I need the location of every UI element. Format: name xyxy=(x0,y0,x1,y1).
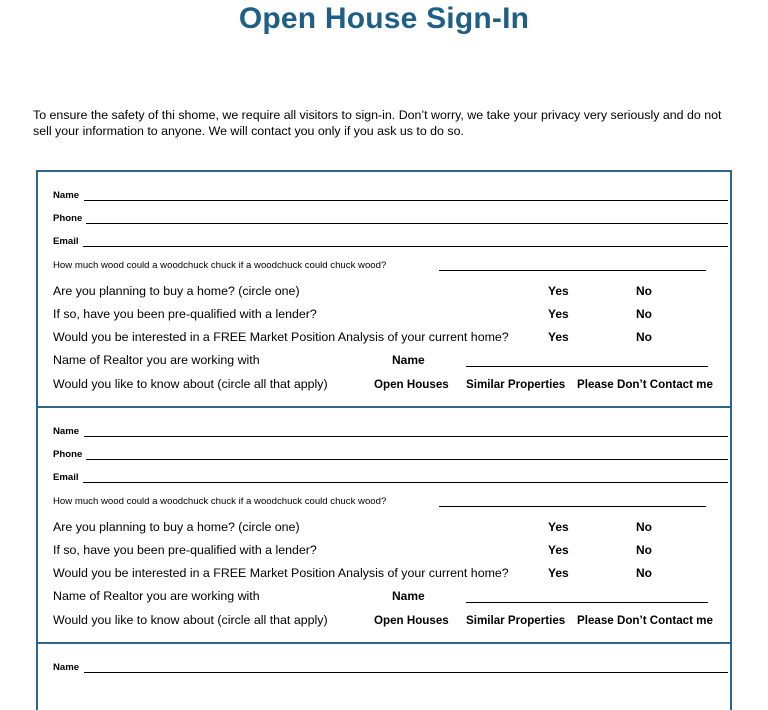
market-question: Would you be interested in a FREE Market Position Analysis of your current home? xyxy=(53,566,509,580)
prequalified-yes[interactable]: Yes xyxy=(548,307,569,321)
market-yes[interactable]: Yes xyxy=(548,566,569,580)
prequalified-question: If so, have you been pre-qualified with a lender? xyxy=(53,543,317,557)
option-dont-contact[interactable]: Please Don’t Contact me xyxy=(577,378,713,391)
name-label: Name xyxy=(53,662,80,673)
visitor-entry-2 xyxy=(38,408,730,644)
planning-question: Are you planning to buy a home? (circle one) xyxy=(53,284,300,298)
realtor-name-line[interactable] xyxy=(466,366,708,367)
page-title: Open House Sign-In xyxy=(238,2,530,35)
prequalified-no[interactable]: No xyxy=(636,543,652,557)
name-line[interactable] xyxy=(84,200,728,201)
sign-in-form xyxy=(36,170,732,710)
know-about-question: Would you like to know about (circle all that apply) xyxy=(53,377,328,391)
prequalified-question: If so, have you been pre-qualified with a lender? xyxy=(53,307,317,321)
planning-yes[interactable]: Yes xyxy=(548,284,569,298)
name-label: Name xyxy=(53,426,80,437)
planning-question: Are you planning to buy a home? (circle one) xyxy=(53,520,300,534)
phone-label: Phone xyxy=(53,449,83,460)
realtor-question: Name of Realtor you are working with xyxy=(53,353,260,367)
option-similar-properties[interactable]: Similar Properties xyxy=(466,378,566,391)
planning-no[interactable]: No xyxy=(636,284,652,298)
market-yes[interactable]: Yes xyxy=(548,330,569,344)
wood-question: How much wood could a woodchuck chuck if a woodchuck could chuck wood? xyxy=(53,260,387,271)
market-question: Would you be interested in a FREE Market Position Analysis of your current home? xyxy=(53,330,509,344)
email-line[interactable] xyxy=(83,246,728,247)
visitor-entry-3 xyxy=(38,644,730,704)
realtor-name-label: Name xyxy=(392,353,425,367)
realtor-question: Name of Realtor you are working with xyxy=(53,589,260,603)
market-no[interactable]: No xyxy=(636,566,652,580)
prequalified-no[interactable]: No xyxy=(636,307,652,321)
prequalified-yes[interactable]: Yes xyxy=(548,543,569,557)
name-line[interactable] xyxy=(84,672,728,673)
planning-no[interactable]: No xyxy=(636,520,652,534)
email-line[interactable] xyxy=(83,482,728,483)
realtor-name-label: Name xyxy=(392,589,425,603)
visitor-entry-1 xyxy=(38,172,730,408)
intro-paragraph: To ensure the safety of thi shome, we require all visitors to sign-in. Don’t worry, we take your privacy very seriously and do not sell your information to anyone. We will contact you only if you ask us to do so. xyxy=(33,108,722,138)
wood-question: How much wood could a woodchuck chuck if a woodchuck could chuck wood? xyxy=(53,496,387,507)
name-line[interactable] xyxy=(84,436,728,437)
email-label: Email xyxy=(53,472,79,483)
know-about-question: Would you like to know about (circle all that apply) xyxy=(53,613,328,627)
option-similar-properties[interactable]: Similar Properties xyxy=(466,614,566,627)
wood-answer-line[interactable] xyxy=(439,270,706,271)
planning-yes[interactable]: Yes xyxy=(548,520,569,534)
name-label: Name xyxy=(53,190,80,201)
option-dont-contact[interactable]: Please Don’t Contact me xyxy=(577,614,713,627)
phone-line[interactable] xyxy=(86,459,728,460)
option-open-houses[interactable]: Open Houses xyxy=(374,378,449,391)
wood-answer-line[interactable] xyxy=(439,506,706,507)
realtor-name-line[interactable] xyxy=(466,602,708,603)
phone-line[interactable] xyxy=(86,223,728,224)
email-label: Email xyxy=(53,236,79,247)
market-no[interactable]: No xyxy=(636,330,652,344)
option-open-houses[interactable]: Open Houses xyxy=(374,614,449,627)
phone-label: Phone xyxy=(53,213,83,224)
